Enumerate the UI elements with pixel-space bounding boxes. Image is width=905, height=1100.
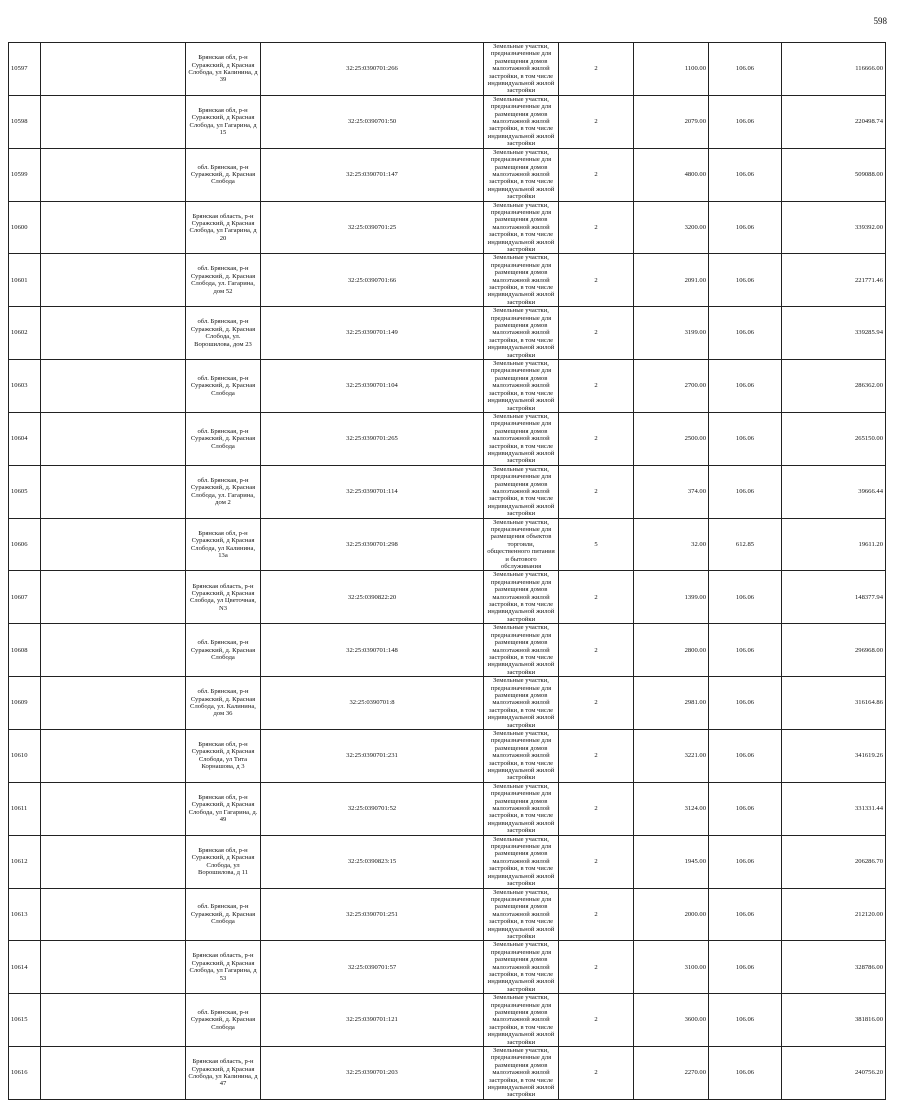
row-number: 10614 [9, 941, 41, 994]
row-number: 10613 [9, 888, 41, 941]
category-cell: 2 [559, 1047, 634, 1100]
land-use-cell: Земельные участки, предназначенные для размещения домов малоэтажной жилой застройки, в том числе индивидуальной жилой застройки [484, 571, 559, 624]
cadastral-value-cell: 116666.00 [782, 43, 886, 96]
empty-cell [41, 360, 186, 413]
area-cell: 1399.00 [634, 571, 709, 624]
empty-cell [41, 729, 186, 782]
row-number: 10599 [9, 148, 41, 201]
empty-cell [41, 994, 186, 1047]
table-row [9, 677, 886, 730]
row-number: 10607 [9, 571, 41, 624]
table-row [9, 201, 886, 254]
cadastral-number-cell: 32:25:0390701:148 [261, 624, 484, 677]
land-use-cell: Земельные участки, предназначенные для размещения домов малоэтажной жилой застройки, в том числе индивидуальной жилой застройки [484, 254, 559, 307]
row-number: 10602 [9, 307, 41, 360]
cadastral-number-cell: 32:25:0390701:8 [261, 677, 484, 730]
category-cell: 2 [559, 624, 634, 677]
row-number: 10598 [9, 95, 41, 148]
cadastral-value-cell: 206286.70 [782, 835, 886, 888]
land-use-cell: Земельные участки, предназначенные для размещения домов малоэтажной жилой застройки, в том числе индивидуальной жилой застройки [484, 941, 559, 994]
address-cell: Брянская обл, р-н Суражский, д Красная Слобода, ул Гагарина, д. 49 [186, 782, 261, 835]
table-row [9, 888, 886, 941]
address-cell: обл. Брянская, р-н Суражский, д. Красная Слобода [186, 994, 261, 1047]
empty-cell [41, 201, 186, 254]
category-cell: 2 [559, 201, 634, 254]
specific-value-cell: 106.06 [709, 1047, 782, 1100]
empty-cell [41, 148, 186, 201]
cadastral-value-cell: 286362.00 [782, 360, 886, 413]
specific-value-cell: 106.06 [709, 888, 782, 941]
specific-value-cell: 106.06 [709, 148, 782, 201]
address-cell: обл. Брянская, р-н Суражский, д. Красная Слобода, ул. Гагарина, дом 2 [186, 465, 261, 518]
land-use-cell: Земельные участки, предназначенные для размещения объектов торговли, общественного питания и бытового обслуживания [484, 518, 559, 571]
empty-cell [41, 307, 186, 360]
table-row [9, 835, 886, 888]
empty-cell [41, 254, 186, 307]
category-cell: 5 [559, 518, 634, 571]
address-cell: Брянская обл, р-н Суражский, д Красная Слобода, ул Гагарина, д 15 [186, 95, 261, 148]
row-number: 10612 [9, 835, 41, 888]
specific-value-cell: 106.06 [709, 307, 782, 360]
row-number: 10609 [9, 677, 41, 730]
cadastral-number-cell: 32:25:0390701:104 [261, 360, 484, 413]
cadastral-value-cell: 339285.94 [782, 307, 886, 360]
table-row [9, 782, 886, 835]
area-cell: 1945.00 [634, 835, 709, 888]
empty-cell [41, 888, 186, 941]
land-use-cell: Земельные участки, предназначенные для размещения домов малоэтажной жилой застройки, в том числе индивидуальной жилой застройки [484, 43, 559, 96]
row-number: 10600 [9, 201, 41, 254]
cadastral-number-cell: 32:25:0390701:121 [261, 994, 484, 1047]
specific-value-cell: 106.06 [709, 624, 782, 677]
specific-value-cell: 106.06 [709, 360, 782, 413]
area-cell: 3199.00 [634, 307, 709, 360]
area-cell: 2270.00 [634, 1047, 709, 1100]
empty-cell [41, 624, 186, 677]
address-cell: Брянская область, р-н Суражский, д Красная Слобода, ул Гагарина, д 20 [186, 201, 261, 254]
category-cell: 2 [559, 888, 634, 941]
specific-value-cell: 106.06 [709, 835, 782, 888]
table-row [9, 254, 886, 307]
address-cell: Брянская область, р-н Суражский, д Красная Слобода, ул Цветочная, N3 [186, 571, 261, 624]
category-cell: 2 [559, 994, 634, 1047]
cadastral-number-cell: 32:25:0390701:66 [261, 254, 484, 307]
land-use-cell: Земельные участки, предназначенные для размещения домов малоэтажной жилой застройки, в том числе индивидуальной жилой застройки [484, 729, 559, 782]
land-use-cell: Земельные участки, предназначенные для размещения домов малоэтажной жилой застройки, в том числе индивидуальной жилой застройки [484, 307, 559, 360]
cadastral-number-cell: 32:25:0390701:52 [261, 782, 484, 835]
address-cell: обл. Брянская, р-н Суражский, д. Красная Слобода, ул. Гагарина, дом 52 [186, 254, 261, 307]
address-cell: обл. Брянская, р-н Суражский, д. Красная Слобода [186, 360, 261, 413]
cadastral-value-cell: 19611.20 [782, 518, 886, 571]
empty-cell [41, 412, 186, 465]
land-use-cell: Земельные участки, предназначенные для размещения домов малоэтажной жилой застройки, в том числе индивидуальной жилой застройки [484, 624, 559, 677]
row-number: 10606 [9, 518, 41, 571]
land-use-cell: Земельные участки, предназначенные для размещения домов малоэтажной жилой застройки, в том числе индивидуальной жилой застройки [484, 412, 559, 465]
address-cell: Брянская обл, р-н Суражский, д Красная Слобода, ул Калинина, 13а [186, 518, 261, 571]
table-row [9, 307, 886, 360]
table-row [9, 43, 886, 96]
table-row [9, 571, 886, 624]
table-body [9, 43, 886, 1100]
table-row [9, 518, 886, 571]
category-cell: 2 [559, 941, 634, 994]
row-number: 10616 [9, 1047, 41, 1100]
cadastral-number-cell: 32:25:0390701:203 [261, 1047, 484, 1100]
land-use-cell: Земельные участки, предназначенные для размещения домов малоэтажной жилой застройки, в том числе индивидуальной жилой застройки [484, 1047, 559, 1100]
area-cell: 2091.00 [634, 254, 709, 307]
area-cell: 2981.00 [634, 677, 709, 730]
specific-value-cell: 612.85 [709, 518, 782, 571]
land-use-cell: Земельные участки, предназначенные для размещения домов малоэтажной жилой застройки, в том числе индивидуальной жилой застройки [484, 360, 559, 413]
cadastral-number-cell: 32:25:0390701:251 [261, 888, 484, 941]
area-cell: 374.00 [634, 465, 709, 518]
area-cell: 2700.00 [634, 360, 709, 413]
table-row [9, 1047, 886, 1100]
table-row [9, 941, 886, 994]
cadastral-number-cell: 32:25:0390701:149 [261, 307, 484, 360]
area-cell: 3100.00 [634, 941, 709, 994]
cadastral-number-cell: 32:25:0390701:265 [261, 412, 484, 465]
empty-cell [41, 465, 186, 518]
area-cell: 2800.00 [634, 624, 709, 677]
cadastral-value-cell: 39666.44 [782, 465, 886, 518]
row-number: 10615 [9, 994, 41, 1047]
specific-value-cell: 106.06 [709, 941, 782, 994]
cadastral-value-cell: 212120.00 [782, 888, 886, 941]
address-cell: обл. Брянская, р-н Суражский, д. Красная Слобода, ул. Ворошилова, дом 23 [186, 307, 261, 360]
specific-value-cell: 106.06 [709, 43, 782, 96]
cadastral-number-cell: 32:25:0390822:20 [261, 571, 484, 624]
area-cell: 1100.00 [634, 43, 709, 96]
area-cell: 2000.00 [634, 888, 709, 941]
land-use-cell: Земельные участки, предназначенные для размещения домов малоэтажной жилой застройки, в том числе индивидуальной жилой застройки [484, 201, 559, 254]
address-cell: обл. Брянская, р-н Суражский, д. Красная Слобода [186, 624, 261, 677]
address-cell: обл. Брянская, р-н Суражский, д. Красная Слобода [186, 148, 261, 201]
empty-cell [41, 43, 186, 96]
cadastral-number-cell: 32:25:0390701:114 [261, 465, 484, 518]
empty-cell [41, 835, 186, 888]
specific-value-cell: 106.06 [709, 201, 782, 254]
land-use-cell: Земельные участки, предназначенные для размещения домов малоэтажной жилой застройки, в том числе индивидуальной жилой застройки [484, 782, 559, 835]
cadastral-value-cell: 265150.00 [782, 412, 886, 465]
area-cell: 3600.00 [634, 994, 709, 1047]
table-row [9, 148, 886, 201]
area-cell: 2500.00 [634, 412, 709, 465]
area-cell: 4800.00 [634, 148, 709, 201]
address-cell: Брянская область, р-н Суражский, д Красная Слобода, ул Гагарина, д 53 [186, 941, 261, 994]
specific-value-cell: 106.06 [709, 677, 782, 730]
empty-cell [41, 518, 186, 571]
land-use-cell: Земельные участки, предназначенные для размещения домов малоэтажной жилой застройки, в том числе индивидуальной жилой застройки [484, 888, 559, 941]
specific-value-cell: 106.06 [709, 729, 782, 782]
row-number: 10604 [9, 412, 41, 465]
category-cell: 2 [559, 782, 634, 835]
cadastral-number-cell: 32:25:0390701:147 [261, 148, 484, 201]
row-number: 10605 [9, 465, 41, 518]
cadastral-number-cell: 32:25:0390701:298 [261, 518, 484, 571]
table-row [9, 465, 886, 518]
address-cell: Брянская область, р-н Суражский, д Красная Слобода, ул Калинина, д 47 [186, 1047, 261, 1100]
table-row [9, 624, 886, 677]
cadastral-number-cell: 32:25:0390701:50 [261, 95, 484, 148]
page-number: 598 [873, 16, 887, 26]
cadastral-value-cell: 341619.26 [782, 729, 886, 782]
area-cell: 3221.00 [634, 729, 709, 782]
address-cell: обл. Брянская, р-н Суражский, д. Красная Слобода, ул. Калинина, дом 36 [186, 677, 261, 730]
specific-value-cell: 106.06 [709, 412, 782, 465]
row-number: 10608 [9, 624, 41, 677]
cadastral-value-cell: 316164.86 [782, 677, 886, 730]
table-row [9, 412, 886, 465]
category-cell: 2 [559, 729, 634, 782]
cadastral-number-cell: 32:25:0390701:231 [261, 729, 484, 782]
cadastral-value-cell: 221771.46 [782, 254, 886, 307]
land-use-cell: Земельные участки, предназначенные для размещения домов малоэтажной жилой застройки, в том числе индивидуальной жилой застройки [484, 95, 559, 148]
empty-cell [41, 1047, 186, 1100]
row-number: 10601 [9, 254, 41, 307]
land-use-cell: Земельные участки, предназначенные для размещения домов малоэтажной жилой застройки, в том числе индивидуальной жилой застройки [484, 677, 559, 730]
specific-value-cell: 106.06 [709, 254, 782, 307]
specific-value-cell: 106.06 [709, 782, 782, 835]
category-cell: 2 [559, 677, 634, 730]
land-use-cell: Земельные участки, предназначенные для размещения домов малоэтажной жилой застройки, в том числе индивидуальной жилой застройки [484, 835, 559, 888]
row-number: 10603 [9, 360, 41, 413]
specific-value-cell: 106.06 [709, 994, 782, 1047]
table-row [9, 95, 886, 148]
address-cell: Брянская обл, р-н Суражский, д Красная Слобода, ул Калинина, д 39 [186, 43, 261, 96]
address-cell: обл. Брянская, р-н Суражский, д. Красная Слобода [186, 888, 261, 941]
cadastral-number-cell: 32:25:0390701:266 [261, 43, 484, 96]
area-cell: 2079.00 [634, 95, 709, 148]
cadastral-value-cell: 381816.00 [782, 994, 886, 1047]
cadastral-value-cell: 339392.00 [782, 201, 886, 254]
address-cell: Брянская обл, р-н Суражский, д Красная Слобода, ул Ворошилова, д 11 [186, 835, 261, 888]
row-number: 10611 [9, 782, 41, 835]
area-cell: 3124.00 [634, 782, 709, 835]
table-row [9, 994, 886, 1047]
cadastral-value-cell: 240756.20 [782, 1047, 886, 1100]
category-cell: 2 [559, 412, 634, 465]
empty-cell [41, 571, 186, 624]
row-number: 10610 [9, 729, 41, 782]
cadastral-value-cell: 331331.44 [782, 782, 886, 835]
empty-cell [41, 782, 186, 835]
address-cell: обл. Брянская, р-н Суражский, д. Красная Слобода [186, 412, 261, 465]
empty-cell [41, 941, 186, 994]
category-cell: 2 [559, 43, 634, 96]
cadastral-number-cell: 32:25:0390823:15 [261, 835, 484, 888]
category-cell: 2 [559, 571, 634, 624]
empty-cell [41, 677, 186, 730]
cadastral-number-cell: 32:25:0390701:25 [261, 201, 484, 254]
row-number: 10597 [9, 43, 41, 96]
category-cell: 2 [559, 307, 634, 360]
category-cell: 2 [559, 360, 634, 413]
land-use-cell: Земельные участки, предназначенные для размещения домов малоэтажной жилой застройки, в том числе индивидуальной жилой застройки [484, 148, 559, 201]
specific-value-cell: 106.06 [709, 95, 782, 148]
cadastral-value-cell: 296968.00 [782, 624, 886, 677]
empty-cell [41, 95, 186, 148]
cadastral-value-table [8, 42, 886, 1100]
table-row [9, 729, 886, 782]
category-cell: 2 [559, 835, 634, 888]
area-cell: 32.00 [634, 518, 709, 571]
table-row [9, 360, 886, 413]
category-cell: 2 [559, 254, 634, 307]
cadastral-value-cell: 328786.00 [782, 941, 886, 994]
category-cell: 2 [559, 465, 634, 518]
land-use-cell: Земельные участки, предназначенные для размещения домов малоэтажной жилой застройки, в том числе индивидуальной жилой застройки [484, 994, 559, 1047]
area-cell: 3200.00 [634, 201, 709, 254]
specific-value-cell: 106.06 [709, 465, 782, 518]
category-cell: 2 [559, 148, 634, 201]
cadastral-number-cell: 32:25:0390701:57 [261, 941, 484, 994]
category-cell: 2 [559, 95, 634, 148]
cadastral-value-cell: 509088.00 [782, 148, 886, 201]
land-use-cell: Земельные участки, предназначенные для размещения домов малоэтажной жилой застройки, в том числе индивидуальной жилой застройки [484, 465, 559, 518]
cadastral-value-cell: 148377.94 [782, 571, 886, 624]
address-cell: Брянская обл, р-н Суражский, д Красная Слобода, ул Тита Корнашова, д 3 [186, 729, 261, 782]
specific-value-cell: 106.06 [709, 571, 782, 624]
cadastral-value-cell: 220498.74 [782, 95, 886, 148]
